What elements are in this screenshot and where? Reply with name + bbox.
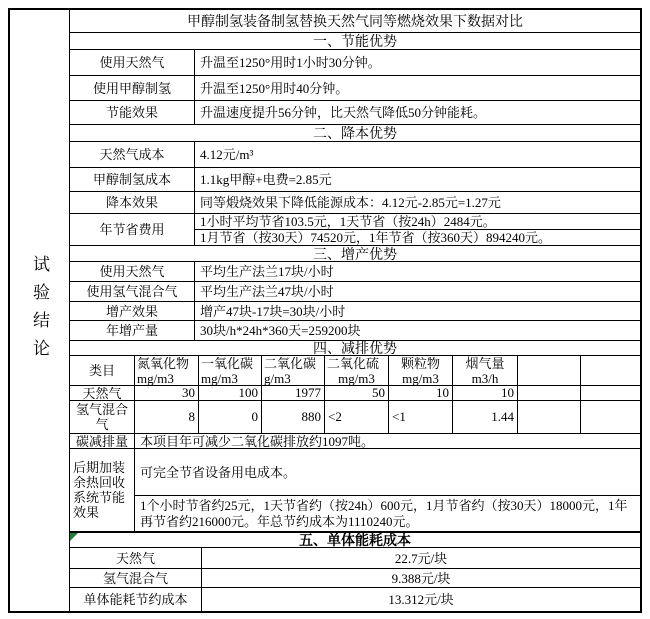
table-row-carbon-reduction [70, 434, 640, 449]
table-row [70, 282, 640, 302]
emissions-cell: 100 [199, 386, 262, 400]
table-row-yearly-savings [70, 214, 640, 246]
row-label: 降本效果 [70, 192, 195, 213]
table-row [70, 262, 640, 282]
emissions-col-header-empty [518, 356, 581, 385]
table-row [70, 50, 640, 76]
emissions-cell: 8 [135, 401, 199, 433]
row-value-stack [135, 449, 640, 531]
table-row [70, 168, 640, 192]
row-value: 平均生产法兰47块/小时 [200, 284, 334, 299]
row-label: 后期加装余热回收系统节能效果 [70, 449, 135, 531]
emissions-row-natural-gas [70, 386, 640, 401]
row-value: 1.1kg甲醇+电费=2.85元 [200, 172, 332, 187]
row-value-line: 1个小时节省约25元，1天节省约（按24h）600元，1月节省约（按30天）18000元，1年再节省约216000元。年总节约成本为1110240元。 [140, 498, 628, 529]
row-label: 使用氢气混合气 [70, 282, 195, 301]
row-value-line: 可完全节省设备用电成本。 [135, 449, 640, 496]
emissions-col-header: 烟气量 m3/h [453, 356, 518, 385]
row-label: 节能效果 [70, 101, 195, 124]
table-row [70, 142, 640, 168]
emissions-col-header-empty [581, 356, 640, 385]
row-value: 升温速度提升56分钟，比天然气降低50分钟能耗。 [200, 105, 487, 120]
emissions-cell-empty [518, 401, 581, 433]
table-row-retrofit-savings [70, 449, 640, 532]
row-value-line: 1小时平均节省103.5元，1天节省（按24h）2484元。 [195, 214, 640, 230]
emissions-cell: 1977 [262, 386, 325, 400]
emissions-cell: 10 [453, 386, 518, 400]
emissions-col-header: 一氧化碳 mg/m3 [199, 356, 262, 385]
row-value: 平均生产法兰17块/小时 [200, 264, 334, 279]
table-row [70, 192, 640, 214]
emissions-cell-empty [581, 386, 640, 400]
emissions-row-label: 氢气混合气 [70, 401, 135, 433]
section1-header [70, 33, 640, 50]
section3-header-label: 三、增产优势 [313, 247, 397, 263]
emissions-corner-cell: 类目 [70, 356, 135, 385]
table-row [70, 302, 640, 321]
row-label: 年增产量 [70, 321, 195, 340]
row-label: 氢气混合气 [70, 569, 202, 587]
emissions-cell: <1 [389, 401, 453, 433]
table-row [70, 76, 640, 101]
side-label-cell [10, 10, 70, 611]
emissions-col-header: 二氧化硫 mg/m3 [325, 356, 389, 385]
row-value: 13.312元/块 [388, 592, 454, 607]
emissions-cell: 880 [262, 401, 325, 433]
table-title: 甲醇制氢装备制氢替换天然气同等燃烧效果下数据对比 [187, 15, 523, 30]
row-value-stack [195, 214, 640, 245]
emissions-cell-empty [581, 401, 640, 433]
emissions-col-header: 氮氧化物 mg/m3 [135, 356, 199, 385]
row-label: 甲醇制氢成本 [70, 168, 195, 191]
row-value: 30块/h*24h*360天=259200块 [200, 323, 361, 338]
row-label: 天然气 [70, 548, 202, 568]
side-label: 试验结论 [30, 254, 49, 367]
row-label: 年节省费用 [70, 214, 195, 245]
table-title-row [70, 10, 640, 33]
row-value: 本项目年可减少二氧化碳排放约1097吨。 [140, 433, 375, 449]
section2-header-label: 二、降本优势 [313, 127, 397, 142]
row-label: 使用甲醇制氢 [70, 76, 195, 100]
emissions-cell: 50 [325, 386, 389, 400]
emissions-cell-empty [518, 386, 581, 400]
row-value: 4.12元/m³ [200, 147, 254, 162]
green-corner-flag-icon [70, 533, 78, 541]
section4-header [70, 341, 640, 356]
row-value: 增产47块-17块=30块/小时 [200, 303, 346, 319]
emissions-row-label: 天然气 [70, 386, 135, 400]
section1-header-label: 一、节能优势 [313, 35, 397, 50]
row-label: 使用天然气 [70, 50, 195, 75]
table-row [70, 548, 640, 569]
section4-header-label: 四、减排优势 [313, 342, 397, 357]
row-label: 单体能耗节约成本 [70, 588, 202, 611]
section2-header [70, 125, 640, 142]
section5-header [70, 532, 640, 548]
emissions-cell: <2 [325, 401, 389, 433]
row-value: 同等煅烧效果下降低能源成本：4.12元-2.85元=1.27元 [200, 195, 501, 210]
row-value-line: 1月节省（按30天）74520元，1年节省（按360天）894240元。 [200, 230, 552, 245]
table-row [70, 569, 640, 588]
row-value: 升温至1250°用时40分钟。 [200, 80, 349, 96]
row-label: 增产效果 [70, 302, 195, 320]
row-value: 9.388元/块 [391, 570, 451, 586]
section5-header-label: 五、单体能耗成本 [299, 534, 411, 549]
table-main [70, 10, 640, 611]
row-value: 22.7元/块 [394, 550, 448, 566]
emissions-col-header: 颗粒物 mg/m3 [389, 356, 453, 385]
emissions-cell: 10 [389, 386, 453, 400]
row-label: 使用天然气 [70, 262, 195, 281]
emissions-cell: 30 [135, 386, 199, 400]
row-label: 碳减排量 [70, 434, 135, 448]
section3-header [70, 246, 640, 262]
emissions-header-row [70, 356, 640, 386]
row-label: 天然气成本 [70, 142, 195, 167]
emissions-col-header: 二氧化碳 g/m3 [262, 356, 325, 385]
row-value: 升温至1250°用时1小时30分钟。 [200, 55, 381, 70]
emissions-cell: 0 [199, 401, 262, 433]
table-row [70, 588, 640, 611]
table-row [70, 101, 640, 125]
results-table [8, 8, 642, 613]
emissions-row-hydrogen-mix [70, 401, 640, 434]
emissions-cell: 1.44 [453, 401, 518, 433]
